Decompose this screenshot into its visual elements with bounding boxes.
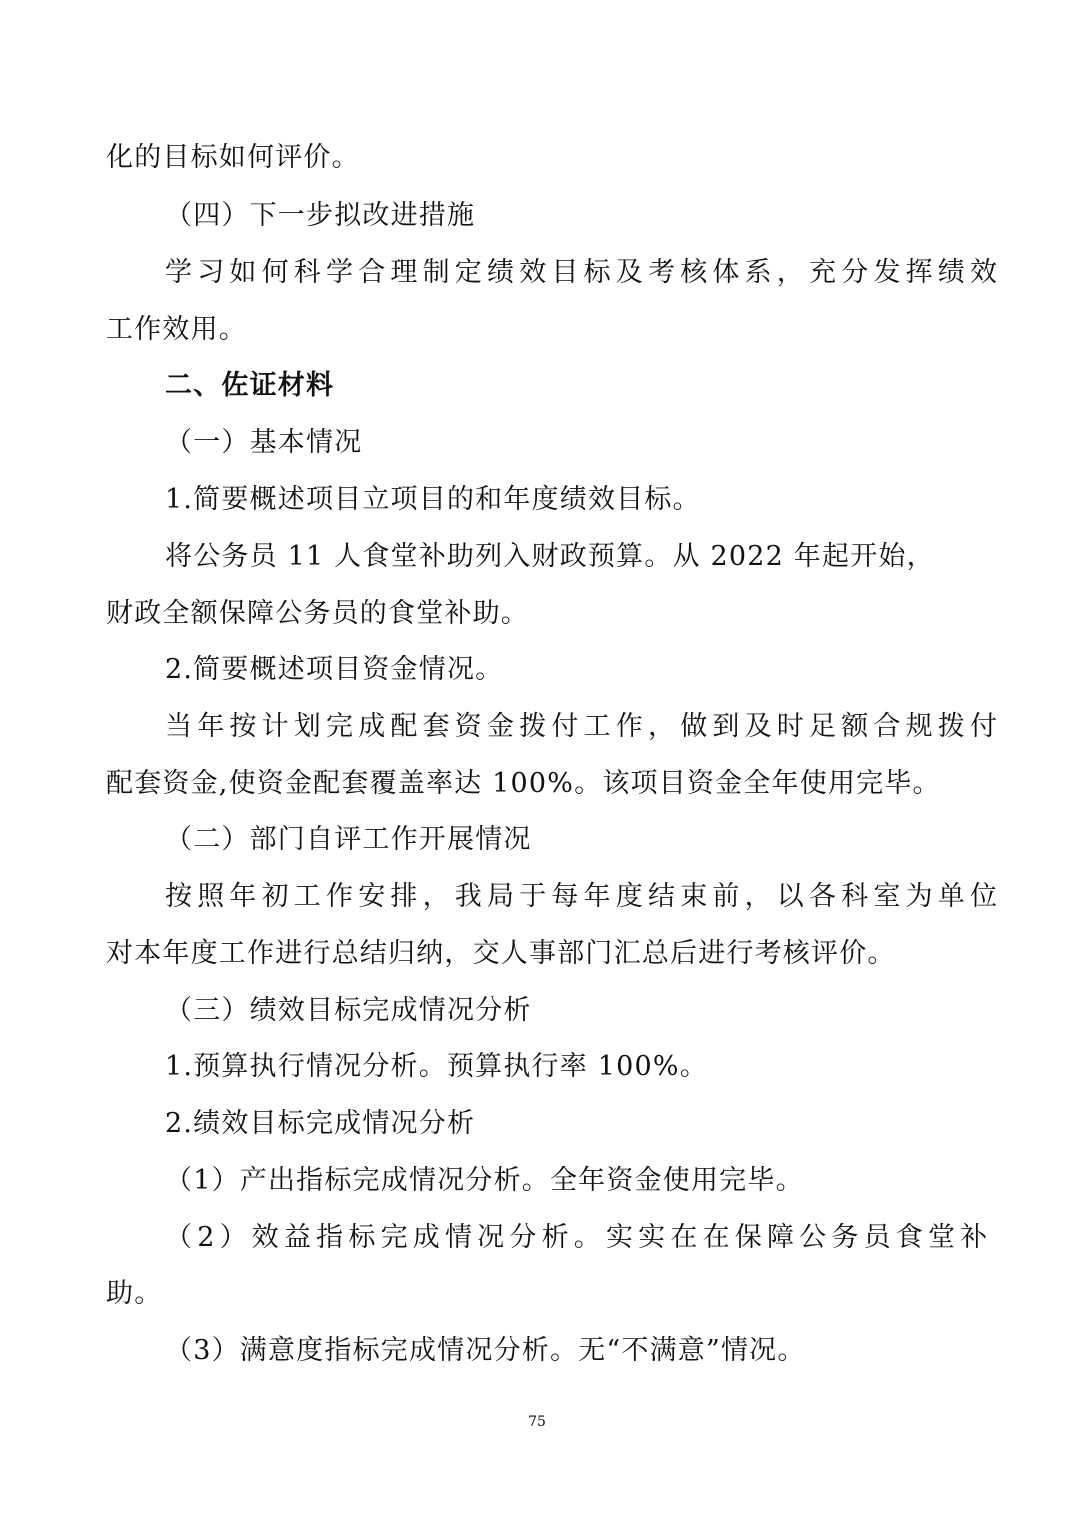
subsection-heading: 1.简要概述项目立项目的和年度绩效目标。 <box>165 484 701 515</box>
paragraph-line: 对本年度工作进行总结归纳，交人事部门汇总后进行考核评价。 <box>106 938 896 969</box>
section-heading: （一）基本情况 <box>165 427 363 458</box>
chapter-heading: 二、佐证材料 <box>165 370 335 401</box>
paragraph-line: 按照年初工作安排，我局于每年度结束前，以各科室为单位 <box>165 881 1003 912</box>
paragraph-line: 当年按计划完成配套资金拨付工作，做到及时足额合规拨付 <box>165 711 1003 742</box>
subsection-heading: 2.简要概述项目资金情况。 <box>165 654 504 685</box>
paragraph-line: 助。 <box>106 1278 163 1309</box>
paragraph-line: （3）满意度指标完成情况分析。无“不满意”情况。 <box>165 1335 806 1366</box>
paragraph-line: 财政全额保障公务员的食堂补助。 <box>106 598 529 629</box>
paragraph-line: （2）效益指标完成情况分析。实实在在保障公务员食堂补 <box>165 1222 993 1253</box>
page-number: 75 <box>528 1414 546 1430</box>
paragraph-line: 学习如何科学合理制定绩效目标及考核体系，充分发挥绩效 <box>165 257 1003 288</box>
subsection-heading: 2.绩效目标完成情况分析 <box>165 1108 476 1139</box>
paragraph-line: 1.预算执行情况分析。预算执行率 100%。 <box>165 1051 708 1082</box>
section-heading: （四）下一步拟改进措施 <box>165 200 476 231</box>
section-heading: （二）部门自评工作开展情况 <box>165 824 532 855</box>
paragraph-line: （1）产出指标完成情况分析。全年资金使用完毕。 <box>165 1165 804 1196</box>
section-heading: （三）绩效目标完成情况分析 <box>165 995 532 1026</box>
paragraph-line: 配套资金,使资金配套覆盖率达 100%。该项目资金全年使用完毕。 <box>106 768 941 799</box>
paragraph-line: 化的目标如何评价。 <box>106 142 360 173</box>
paragraph-line: 工作效用。 <box>106 314 247 345</box>
paragraph-line: 将公务员 11 人食堂补助列入财政预算。从 2022 年起开始， <box>165 541 935 572</box>
